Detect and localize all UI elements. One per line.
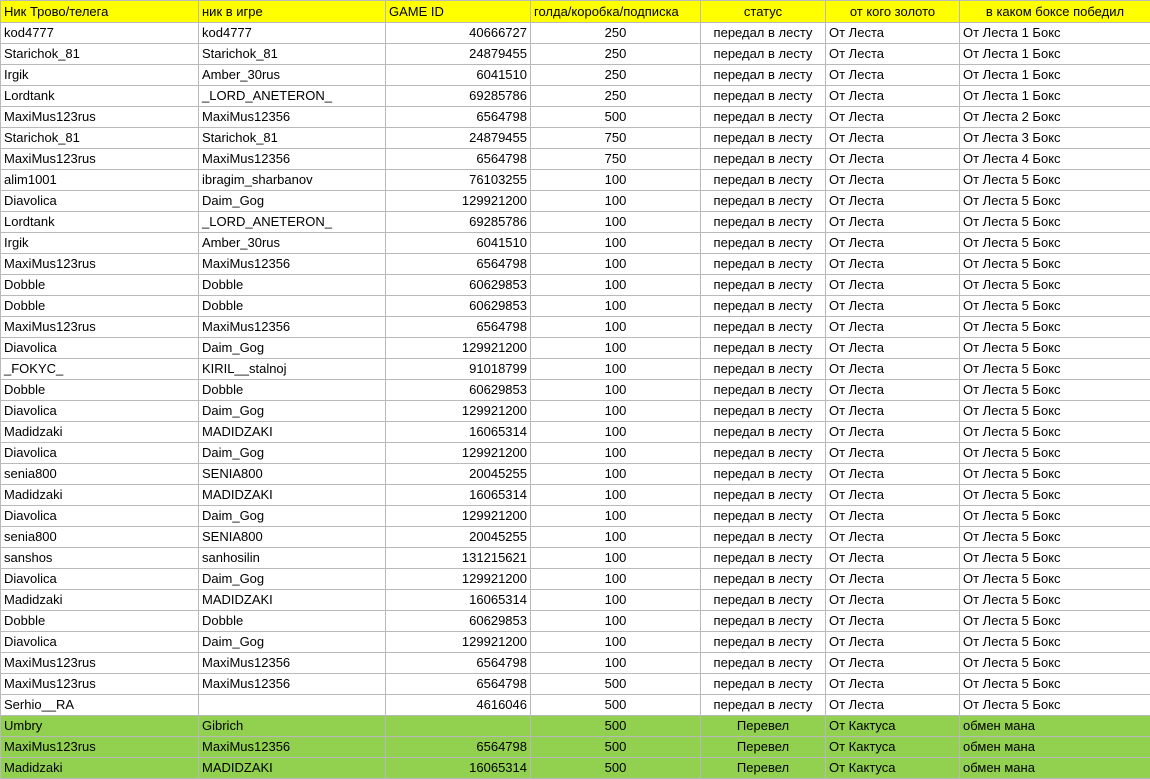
cell-game-id[interactable]: 4616046 xyxy=(386,695,531,716)
table-row xyxy=(1,737,1150,758)
cell-nick[interactable]: MaxiMus123rus xyxy=(1,107,199,128)
cell-game-nick[interactable]: Gibrich xyxy=(199,716,386,737)
table-body xyxy=(1,23,1150,779)
cell-game-nick[interactable]: MaxiMus12356 xyxy=(199,653,386,674)
cell-game-nick[interactable]: ibragim_sharbanov xyxy=(199,170,386,191)
cell-box[interactable]: От Леста 5 Бокс xyxy=(960,443,1150,464)
cell-game-id[interactable]: 91018799 xyxy=(386,359,531,380)
cell-box[interactable]: От Леста 5 Бокс xyxy=(960,464,1150,485)
cell-status[interactable]: передал в лесту xyxy=(701,422,826,443)
cell-gold[interactable]: 100 xyxy=(531,443,701,464)
table-row xyxy=(1,149,1150,170)
cell-box[interactable]: От Леста 5 Бокс xyxy=(960,233,1150,254)
cell-nick[interactable]: MaxiMus123rus xyxy=(1,653,199,674)
cell-box[interactable]: От Леста 5 Бокс xyxy=(960,422,1150,443)
cell-nick[interactable]: alim1001 xyxy=(1,170,199,191)
cell-gold[interactable]: 500 xyxy=(531,695,701,716)
cell-gold[interactable]: 500 xyxy=(531,758,701,779)
table-row xyxy=(1,23,1150,44)
cell-game-nick[interactable]: sanhosilin xyxy=(199,548,386,569)
cell-nick[interactable]: Diavolica xyxy=(1,191,199,212)
cell-gold[interactable]: 100 xyxy=(531,233,701,254)
table-row xyxy=(1,86,1150,107)
table-row xyxy=(1,632,1150,653)
cell-box[interactable]: От Леста 5 Бокс xyxy=(960,590,1150,611)
cell-gold[interactable]: 500 xyxy=(531,737,701,758)
cell-status[interactable]: передал в лесту xyxy=(701,527,826,548)
cell-from[interactable]: От Кактуса xyxy=(826,716,960,737)
cell-game-id[interactable]: 20045255 xyxy=(386,527,531,548)
table-row xyxy=(1,44,1150,65)
table-row xyxy=(1,674,1150,695)
cell-game-id[interactable]: 60629853 xyxy=(386,275,531,296)
cell-game-nick[interactable]: Daim_Gog xyxy=(199,506,386,527)
cell-status[interactable]: передал в лесту xyxy=(701,44,826,65)
table-row xyxy=(1,485,1150,506)
cell-from[interactable]: От Леста xyxy=(826,548,960,569)
table-row xyxy=(1,275,1150,296)
header-cell-nick[interactable]: Ник Трово/телега xyxy=(1,1,199,23)
cell-status[interactable]: передал в лесту xyxy=(701,590,826,611)
cell-nick[interactable]: Starichok_81 xyxy=(1,128,199,149)
cell-nick[interactable]: Madidzaki xyxy=(1,422,199,443)
table-row xyxy=(1,191,1150,212)
cell-from[interactable]: От Леста xyxy=(826,254,960,275)
cell-gold[interactable]: 100 xyxy=(531,170,701,191)
cell-game-nick[interactable]: Daim_Gog xyxy=(199,401,386,422)
cell-gold[interactable]: 100 xyxy=(531,338,701,359)
cell-game-id[interactable]: 129921200 xyxy=(386,401,531,422)
cell-game-nick[interactable]: Dobble xyxy=(199,275,386,296)
cell-from[interactable]: От Леста xyxy=(826,275,960,296)
cell-nick[interactable]: Madidzaki xyxy=(1,485,199,506)
cell-game-nick[interactable]: MaxiMus12356 xyxy=(199,737,386,758)
table-row xyxy=(1,65,1150,86)
cell-nick[interactable]: Dobble xyxy=(1,296,199,317)
cell-game-nick[interactable]: MADIDZAKI xyxy=(199,758,386,779)
cell-box[interactable]: От Леста 5 Бокс xyxy=(960,401,1150,422)
cell-nick[interactable]: Diavolica xyxy=(1,506,199,527)
cell-gold[interactable]: 250 xyxy=(531,23,701,44)
cell-gold[interactable]: 500 xyxy=(531,674,701,695)
cell-nick[interactable]: MaxiMus123rus xyxy=(1,254,199,275)
cell-game-id[interactable]: 6564798 xyxy=(386,737,531,758)
cell-box[interactable]: От Леста 3 Бокс xyxy=(960,128,1150,149)
cell-gold[interactable]: 100 xyxy=(531,317,701,338)
header-cell-gold[interactable]: голда/коробка/подписка xyxy=(531,1,701,23)
cell-gold[interactable]: 100 xyxy=(531,506,701,527)
cell-box[interactable]: От Леста 5 Бокс xyxy=(960,212,1150,233)
cell-status[interactable]: Перевел xyxy=(701,758,826,779)
cell-game-id[interactable]: 69285786 xyxy=(386,212,531,233)
cell-game-nick[interactable]: Daim_Gog xyxy=(199,569,386,590)
cell-nick[interactable]: Dobble xyxy=(1,611,199,632)
table-row xyxy=(1,443,1150,464)
header-cell-from[interactable]: от кого золото xyxy=(826,1,960,23)
cell-box[interactable]: От Леста 5 Бокс xyxy=(960,674,1150,695)
cell-nick[interactable]: Irgik xyxy=(1,65,199,86)
cell-nick[interactable]: Madidzaki xyxy=(1,758,199,779)
table-row xyxy=(1,527,1150,548)
cell-gold[interactable]: 100 xyxy=(531,632,701,653)
cell-status[interactable]: передал в лесту xyxy=(701,359,826,380)
cell-game-nick[interactable]: MaxiMus12356 xyxy=(199,107,386,128)
cell-nick[interactable]: MaxiMus123rus xyxy=(1,317,199,338)
cell-game-id[interactable]: 16065314 xyxy=(386,758,531,779)
cell-from[interactable]: От Леста xyxy=(826,44,960,65)
cell-from[interactable]: От Леста xyxy=(826,107,960,128)
cell-box[interactable]: От Леста 1 Бокс xyxy=(960,86,1150,107)
cell-box[interactable]: От Леста 5 Бокс xyxy=(960,296,1150,317)
table-row xyxy=(1,611,1150,632)
cell-from[interactable]: От Леста xyxy=(826,611,960,632)
cell-game-id[interactable]: 6564798 xyxy=(386,674,531,695)
cell-nick[interactable]: MaxiMus123rus xyxy=(1,674,199,695)
cell-box[interactable]: От Леста 5 Бокс xyxy=(960,170,1150,191)
cell-game-id[interactable]: 6041510 xyxy=(386,233,531,254)
cell-game-nick[interactable]: MaxiMus12356 xyxy=(199,317,386,338)
cell-game-id[interactable]: 16065314 xyxy=(386,422,531,443)
cell-box[interactable]: От Леста 2 Бокс xyxy=(960,107,1150,128)
cell-gold[interactable]: 100 xyxy=(531,212,701,233)
cell-gold[interactable]: 100 xyxy=(531,191,701,212)
cell-from[interactable]: От Леста xyxy=(826,506,960,527)
table-row xyxy=(1,506,1150,527)
cell-game-id[interactable]: 69285786 xyxy=(386,86,531,107)
cell-status[interactable]: передал в лесту xyxy=(701,380,826,401)
cell-game-nick[interactable]: SENIA800 xyxy=(199,527,386,548)
cell-game-nick[interactable]: Daim_Gog xyxy=(199,632,386,653)
cell-game-id[interactable]: 129921200 xyxy=(386,191,531,212)
cell-game-nick[interactable]: KIRIL__stalnoj xyxy=(199,359,386,380)
cell-game-nick[interactable]: kod4777 xyxy=(199,23,386,44)
cell-box[interactable]: От Леста 5 Бокс xyxy=(960,527,1150,548)
cell-game-id[interactable]: 20045255 xyxy=(386,464,531,485)
cell-box[interactable]: От Леста 5 Бокс xyxy=(960,611,1150,632)
cell-game-nick[interactable] xyxy=(199,695,386,716)
cell-game-nick[interactable]: Starichok_81 xyxy=(199,44,386,65)
cell-gold[interactable]: 100 xyxy=(531,569,701,590)
cell-from[interactable]: От Леста xyxy=(826,464,960,485)
cell-game-nick[interactable]: Daim_Gog xyxy=(199,191,386,212)
cell-nick[interactable]: Serhio__RA xyxy=(1,695,199,716)
cell-status[interactable]: передал в лесту xyxy=(701,107,826,128)
table-row xyxy=(1,422,1150,443)
cell-from[interactable]: От Кактуса xyxy=(826,758,960,779)
cell-box[interactable]: От Леста 5 Бокс xyxy=(960,317,1150,338)
cell-status[interactable]: передал в лесту xyxy=(701,233,826,254)
cell-status[interactable]: передал в лесту xyxy=(701,23,826,44)
cell-from[interactable]: От Леста xyxy=(826,527,960,548)
cell-nick[interactable]: MaxiMus123rus xyxy=(1,737,199,758)
cell-box[interactable]: обмен мана xyxy=(960,758,1150,779)
cell-gold[interactable]: 500 xyxy=(531,107,701,128)
cell-box[interactable]: От Леста 1 Бокс xyxy=(960,23,1150,44)
table-row xyxy=(1,569,1150,590)
cell-status[interactable]: передал в лесту xyxy=(701,485,826,506)
cell-status[interactable]: передал в лесту xyxy=(701,149,826,170)
table-row xyxy=(1,695,1150,716)
cell-gold[interactable]: 100 xyxy=(531,611,701,632)
cell-gold[interactable]: 250 xyxy=(531,44,701,65)
cell-game-id[interactable]: 6564798 xyxy=(386,317,531,338)
cell-from[interactable]: От Леста xyxy=(826,86,960,107)
table-row xyxy=(1,548,1150,569)
table-row xyxy=(1,653,1150,674)
cell-game-nick[interactable]: Dobble xyxy=(199,611,386,632)
header-cell-box[interactable]: в каком боксе победил xyxy=(960,1,1150,23)
cell-status[interactable]: передал в лесту xyxy=(701,632,826,653)
cell-from[interactable]: От Леста xyxy=(826,233,960,254)
cell-from[interactable]: От Леста xyxy=(826,65,960,86)
cell-gold[interactable]: 100 xyxy=(531,254,701,275)
cell-game-id[interactable]: 60629853 xyxy=(386,611,531,632)
cell-nick[interactable]: Diavolica xyxy=(1,443,199,464)
cell-nick[interactable]: Diavolica xyxy=(1,401,199,422)
cell-box[interactable]: От Леста 5 Бокс xyxy=(960,506,1150,527)
header-row xyxy=(1,1,1150,23)
cell-game-nick[interactable]: Daim_Gog xyxy=(199,443,386,464)
cell-nick[interactable]: senia800 xyxy=(1,464,199,485)
cell-status[interactable]: передал в лесту xyxy=(701,695,826,716)
cell-status[interactable]: передал в лесту xyxy=(701,674,826,695)
cell-game-id[interactable]: 16065314 xyxy=(386,590,531,611)
cell-box[interactable]: От Леста 5 Бокс xyxy=(960,191,1150,212)
cell-status[interactable]: передал в лесту xyxy=(701,212,826,233)
cell-status[interactable]: передал в лесту xyxy=(701,317,826,338)
cell-from[interactable]: От Леста xyxy=(826,317,960,338)
cell-status[interactable]: передал в лесту xyxy=(701,443,826,464)
cell-from[interactable]: От Леста xyxy=(826,422,960,443)
cell-game-nick[interactable]: MADIDZAKI xyxy=(199,422,386,443)
cell-gold[interactable]: 100 xyxy=(531,527,701,548)
cell-status[interactable]: передал в лесту xyxy=(701,65,826,86)
cell-box[interactable]: От Леста 5 Бокс xyxy=(960,569,1150,590)
cell-game-id[interactable]: 6564798 xyxy=(386,149,531,170)
cell-gold[interactable]: 100 xyxy=(531,548,701,569)
cell-game-id[interactable]: 129921200 xyxy=(386,632,531,653)
cell-from[interactable]: От Леста xyxy=(826,23,960,44)
cell-status[interactable]: передал в лесту xyxy=(701,506,826,527)
table-row xyxy=(1,233,1150,254)
cell-from[interactable]: От Леста xyxy=(826,380,960,401)
table-row xyxy=(1,254,1150,275)
cell-from[interactable]: От Леста xyxy=(826,338,960,359)
table-row xyxy=(1,401,1150,422)
table-row xyxy=(1,758,1150,779)
cell-from[interactable]: От Леста xyxy=(826,359,960,380)
cell-box[interactable]: От Леста 5 Бокс xyxy=(960,548,1150,569)
cell-gold[interactable]: 100 xyxy=(531,485,701,506)
cell-gold[interactable]: 100 xyxy=(531,464,701,485)
cell-game-id[interactable]: 60629853 xyxy=(386,380,531,401)
cell-from[interactable]: От Леста xyxy=(826,443,960,464)
cell-gold[interactable]: 750 xyxy=(531,149,701,170)
cell-from[interactable]: От Кактуса xyxy=(826,737,960,758)
cell-status[interactable]: передал в лесту xyxy=(701,338,826,359)
cell-nick[interactable]: Diavolica xyxy=(1,338,199,359)
cell-from[interactable]: От Леста xyxy=(826,485,960,506)
table-row xyxy=(1,170,1150,191)
table-row xyxy=(1,464,1150,485)
table-row xyxy=(1,380,1150,401)
cell-game-id[interactable]: 129921200 xyxy=(386,443,531,464)
cell-game-id[interactable]: 24879455 xyxy=(386,128,531,149)
cell-status[interactable]: передал в лесту xyxy=(701,296,826,317)
cell-game-nick[interactable]: MaxiMus12356 xyxy=(199,149,386,170)
cell-box[interactable]: От Леста 5 Бокс xyxy=(960,632,1150,653)
header-cell-status[interactable]: статус xyxy=(701,1,826,23)
cell-status[interactable]: передал в лесту xyxy=(701,86,826,107)
cell-game-id[interactable]: 6041510 xyxy=(386,65,531,86)
cell-game-id[interactable]: 60629853 xyxy=(386,296,531,317)
cell-game-nick[interactable]: _LORD_ANETERON_ xyxy=(199,86,386,107)
cell-nick[interactable]: Starichok_81 xyxy=(1,44,199,65)
cell-game-id[interactable] xyxy=(386,716,531,737)
cell-from[interactable]: От Леста xyxy=(826,212,960,233)
cell-box[interactable]: От Леста 5 Бокс xyxy=(960,254,1150,275)
table-row xyxy=(1,107,1150,128)
cell-from[interactable]: От Леста xyxy=(826,695,960,716)
cell-game-id[interactable]: 131215621 xyxy=(386,548,531,569)
cell-game-nick[interactable]: Daim_Gog xyxy=(199,338,386,359)
cell-game-nick[interactable]: MADIDZAKI xyxy=(199,590,386,611)
table-row xyxy=(1,317,1150,338)
cell-nick[interactable]: Dobble xyxy=(1,275,199,296)
cell-game-id[interactable]: 129921200 xyxy=(386,569,531,590)
cell-game-nick[interactable]: MaxiMus12356 xyxy=(199,674,386,695)
cell-status[interactable]: передал в лесту xyxy=(701,464,826,485)
cell-gold[interactable]: 100 xyxy=(531,275,701,296)
cell-nick[interactable]: Dobble xyxy=(1,380,199,401)
table-row xyxy=(1,212,1150,233)
header-cell-game-nick[interactable]: ник в игре xyxy=(199,1,386,23)
cell-gold[interactable]: 100 xyxy=(531,401,701,422)
cell-box[interactable]: От Леста 5 Бокс xyxy=(960,653,1150,674)
cell-game-id[interactable]: 6564798 xyxy=(386,653,531,674)
cell-game-id[interactable]: 129921200 xyxy=(386,338,531,359)
cell-from[interactable]: От Леста xyxy=(826,149,960,170)
cell-game-id[interactable]: 76103255 xyxy=(386,170,531,191)
cell-game-id[interactable]: 6564798 xyxy=(386,254,531,275)
cell-box[interactable]: От Леста 5 Бокс xyxy=(960,380,1150,401)
cell-game-nick[interactable]: SENIA800 xyxy=(199,464,386,485)
cell-nick[interactable]: Madidzaki xyxy=(1,590,199,611)
cell-box[interactable]: От Леста 1 Бокс xyxy=(960,44,1150,65)
cell-nick[interactable]: Umbry xyxy=(1,716,199,737)
cell-game-id[interactable]: 40666727 xyxy=(386,23,531,44)
table-row xyxy=(1,716,1150,737)
cell-nick[interactable]: Lordtank xyxy=(1,212,199,233)
cell-gold[interactable]: 100 xyxy=(531,590,701,611)
cell-status[interactable]: передал в лесту xyxy=(701,275,826,296)
cell-gold[interactable]: 250 xyxy=(531,86,701,107)
cell-status[interactable]: передал в лесту xyxy=(701,548,826,569)
cell-box[interactable]: От Леста 5 Бокс xyxy=(960,275,1150,296)
cell-game-id[interactable]: 6564798 xyxy=(386,107,531,128)
cell-status[interactable]: Перевел xyxy=(701,737,826,758)
cell-box[interactable]: От Леста 5 Бокс xyxy=(960,338,1150,359)
cell-game-nick[interactable]: _LORD_ANETERON_ xyxy=(199,212,386,233)
cell-from[interactable]: От Леста xyxy=(826,632,960,653)
cell-game-id[interactable]: 16065314 xyxy=(386,485,531,506)
cell-nick[interactable]: kod4777 xyxy=(1,23,199,44)
cell-box[interactable]: От Леста 5 Бокс xyxy=(960,695,1150,716)
cell-box[interactable]: От Леста 5 Бокс xyxy=(960,485,1150,506)
cell-from[interactable]: От Леста xyxy=(826,653,960,674)
cell-status[interactable]: передал в лесту xyxy=(701,569,826,590)
cell-box[interactable]: От Леста 5 Бокс xyxy=(960,359,1150,380)
cell-game-nick[interactable]: MaxiMus12356 xyxy=(199,254,386,275)
cell-nick[interactable]: Irgik xyxy=(1,233,199,254)
cell-status[interactable]: передал в лесту xyxy=(701,254,826,275)
cell-gold[interactable]: 100 xyxy=(531,359,701,380)
cell-box[interactable]: обмен мана xyxy=(960,737,1150,758)
cell-box[interactable]: От Леста 4 Бокс xyxy=(960,149,1150,170)
cell-status[interactable]: передал в лесту xyxy=(701,653,826,674)
cell-from[interactable]: От Леста xyxy=(826,128,960,149)
cell-nick[interactable]: sanshos xyxy=(1,548,199,569)
cell-nick[interactable]: Diavolica xyxy=(1,632,199,653)
cell-nick[interactable]: Lordtank xyxy=(1,86,199,107)
cell-nick[interactable]: senia800 xyxy=(1,527,199,548)
cell-from[interactable]: От Леста xyxy=(826,296,960,317)
cell-status[interactable]: передал в лесту xyxy=(701,611,826,632)
table-row xyxy=(1,296,1150,317)
cell-game-nick[interactable]: Starichok_81 xyxy=(199,128,386,149)
cell-from[interactable]: От Леста xyxy=(826,401,960,422)
cell-game-id[interactable]: 24879455 xyxy=(386,44,531,65)
cell-from[interactable]: От Леста xyxy=(826,569,960,590)
cell-status[interactable]: передал в лесту xyxy=(701,191,826,212)
cell-status[interactable]: Перевел xyxy=(701,716,826,737)
cell-nick[interactable]: MaxiMus123rus xyxy=(1,149,199,170)
cell-nick[interactable]: _FOKYC_ xyxy=(1,359,199,380)
table-row xyxy=(1,359,1150,380)
cell-gold[interactable]: 100 xyxy=(531,422,701,443)
cell-box[interactable]: От Леста 1 Бокс xyxy=(960,65,1150,86)
cell-from[interactable]: От Леста xyxy=(826,191,960,212)
cell-nick[interactable]: Diavolica xyxy=(1,569,199,590)
cell-gold[interactable]: 100 xyxy=(531,380,701,401)
cell-game-nick[interactable]: Dobble xyxy=(199,296,386,317)
cell-game-nick[interactable]: Amber_30rus xyxy=(199,65,386,86)
cell-status[interactable]: передал в лесту xyxy=(701,128,826,149)
cell-gold[interactable]: 250 xyxy=(531,65,701,86)
table-row xyxy=(1,128,1150,149)
header-cell-game-id[interactable]: GAME ID xyxy=(386,1,531,23)
cell-gold[interactable]: 750 xyxy=(531,128,701,149)
table-row xyxy=(1,338,1150,359)
table-row xyxy=(1,590,1150,611)
cell-game-nick[interactable]: Dobble xyxy=(199,380,386,401)
cell-status[interactable]: передал в лесту xyxy=(701,170,826,191)
cell-status[interactable]: передал в лесту xyxy=(701,401,826,422)
cell-gold[interactable]: 100 xyxy=(531,296,701,317)
cell-game-id[interactable]: 129921200 xyxy=(386,506,531,527)
cell-from[interactable]: От Леста xyxy=(826,590,960,611)
cell-box[interactable]: обмен мана xyxy=(960,716,1150,737)
cell-from[interactable]: От Леста xyxy=(826,674,960,695)
cell-gold[interactable]: 500 xyxy=(531,716,701,737)
cell-from[interactable]: От Леста xyxy=(826,170,960,191)
cell-game-nick[interactable]: MADIDZAKI xyxy=(199,485,386,506)
cell-gold[interactable]: 100 xyxy=(531,653,701,674)
cell-game-nick[interactable]: Amber_30rus xyxy=(199,233,386,254)
